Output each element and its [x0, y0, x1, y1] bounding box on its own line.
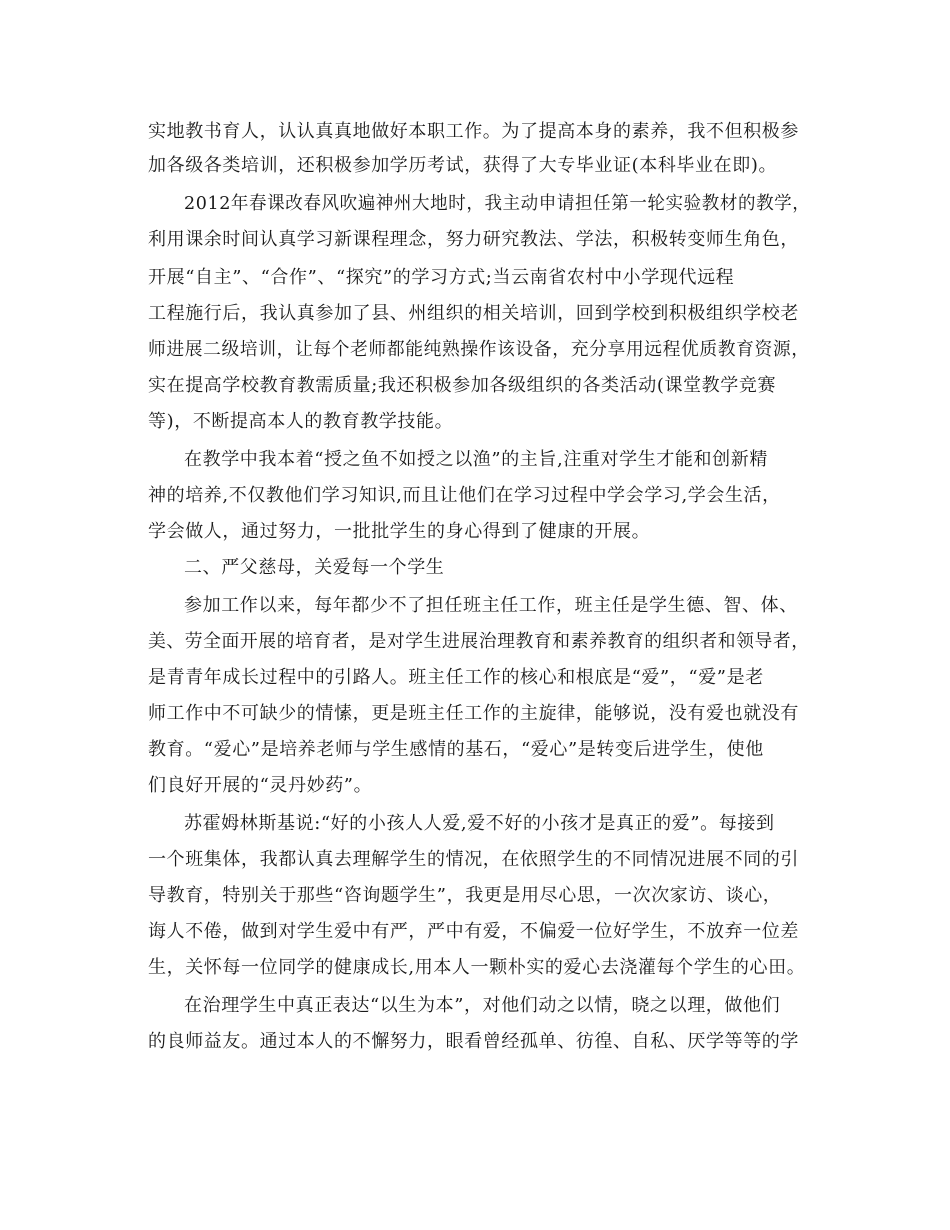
- text-line: 师工作中不可缺少的情愫，更是班主任工作的主旋律，能够说，没有爱也就没有: [148, 703, 799, 724]
- text-line: 一个班集体，我都认真去理解学生的情况，在依照学生的不同情况进展不同的引: [148, 849, 799, 870]
- section-heading: 二、严父慈母，关爱每一个学生: [184, 557, 445, 578]
- text-line: 等)，不断提高本人的教育教学技能。: [148, 411, 454, 432]
- text-line: 实地教书育人，认认真真地做好本职工作。为了提高本身的素养，我不但积极参: [148, 121, 799, 142]
- text-line: 教育。“爱心”是培养老师与学生感情的基石，“爱心”是转变后进学生，使他: [148, 739, 764, 760]
- text-line: 在教学中我本着“授之鱼不如授之以渔”的主旨,注重对学生才能和创新精: [184, 449, 768, 470]
- text-line: 在治理学生中真正表达“以生为本”，对他们动之以情，晓之以理，做他们: [184, 995, 781, 1016]
- text-line: 师进展二级培训，让每个老师都能纯熟操作该设备，充分享用远程优质教育资源，: [148, 339, 810, 360]
- text-line: 开展“自主”、“合作”、“探究”的学习方式;当云南省农村中小学现代远程: [148, 267, 735, 288]
- text-line: 生，关怀每一位同学的健康成长,用本人一颗朴实的爱心去浇灌每个学生的心田。: [148, 957, 806, 978]
- text-line: 们良好开展的“灵丹妙药”。: [148, 775, 373, 796]
- text-line: 工程施行后，我认真参加了县、州组织的相关培训，回到学校到积极组织学校老: [148, 303, 799, 324]
- text-line: 导教育，特别关于那些“咨询题学生”，我更是用尽心思，一次次家访、谈心，: [148, 885, 782, 906]
- text-line: 美、劳全面开展的培育者，是对学生进展治理教育和素养教育的组织者和领导者，: [148, 631, 810, 652]
- text-line: 诲人不倦，做到对学生爱中有严，严中有爱，不偏爱一位好学生，不放弃一位差: [148, 921, 799, 942]
- text-line: 是青青年成长过程中的引路人。班主任工作的核心和根底是“爱”，“爱”是老: [148, 667, 764, 688]
- text-line: 实在提高学校教育教需质量;我还积极参加各级组织的各类活动(课堂教学竞赛: [148, 375, 777, 396]
- text-line: 的良师益友。通过本人的不懈努力，眼看曾经孤单、彷徨、自私、厌学等等的学: [148, 1031, 799, 1052]
- text-line: 2012年春课改春风吹遍神州大地时，我主动申请担任第一轮实验教材的教学，: [184, 193, 811, 214]
- text-line: 参加工作以来，每年都少不了担任班主任工作，班主任是学生德、智、体、: [184, 595, 798, 616]
- text-line: 神的培养,不仅教他们学习知识,而且让他们在学习过程中学会学习,学会生活，: [148, 485, 781, 506]
- text-line: 苏霍姆林斯基说:“好的小孩人人爱,爱不好的小孩才是真正的爱”。每接到: [184, 813, 775, 834]
- text-line: 利用课余时间认真学习新课程理念，努力研究教法、学法，积极转变师生角色，: [148, 229, 799, 250]
- text-line: 加各级各类培训，还积极参加学历考试，获得了大专毕业证(本科毕业在即)。: [148, 155, 778, 176]
- text-line: 学会做人，通过努力，一批批学生的身心得到了健康的开展。: [148, 521, 651, 542]
